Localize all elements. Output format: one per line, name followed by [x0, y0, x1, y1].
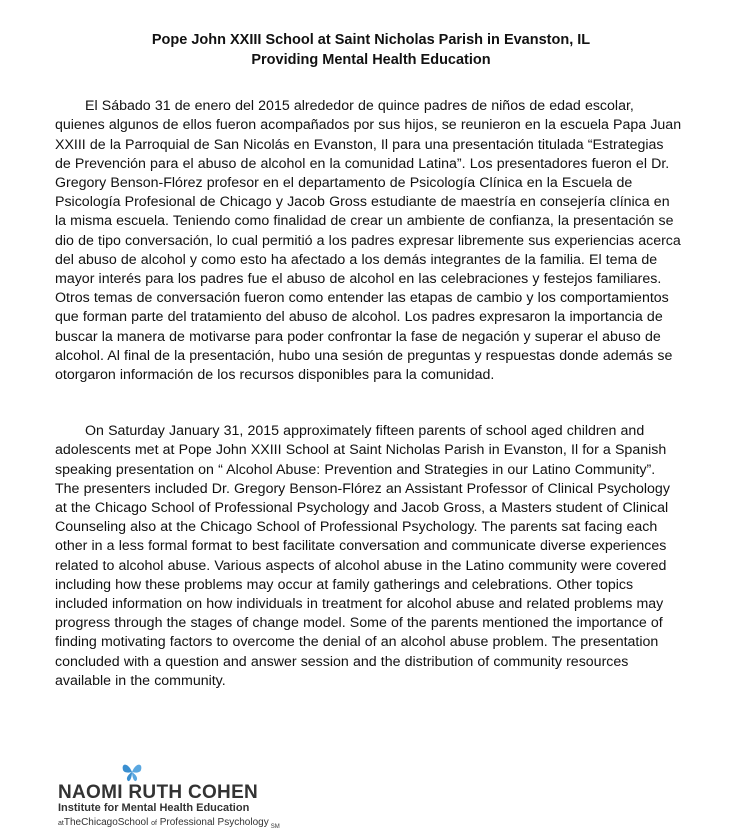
- logo-service-mark: SM: [270, 824, 280, 830]
- document-title: [0, 30, 742, 70]
- logo-school-prefix: at: [58, 820, 64, 827]
- butterfly-icon: [120, 760, 144, 784]
- spanish-paragraph: El Sábado 31 de enero del 2015 alrededor de quince padres de niños de edad escolar, quienes algunos de ellos fueron acompañados por sus hijos, se reunieron en la escuela Papa Juan XXIII de la Parroquial de San Nicolás en Evanston, Il para una presentación titulada “Estrategias de Prevención para el abuso de alcohol en la comunidad Latina”. Los presentadores fueron el Dr. Gregory Benson-Flórez profesor en el departamento de Psicología Clínica en la Escuela de Psicología Profesional de Chicago y Jacob Gross estudiante de maestría en consejería clínica en la misma escuela. Teniendo como finalidad de crear un ambiente de confianza, la presentación se dio de tipo conversación, lo cual permitió a los padres expresar libremente sus experiencias acerca del abuso de alcohol y como esto ha afectado a los demás integrantes de la familia. El tema de mayor interés para los padres fue el abuso de alcohol en las celebraciones y festejos familiares. Otros temas de conversación fueron como entender las etapas de cambio y los comportamientos que forman parte del tratamiento del abuso de alcohol. Los padres expresaron la importancia de buscar la manera de motivarse para poder confrontar la fase de negación y superar el abuso de alcohol. Al final de la presentación, hubo una sesión de preguntas y respuestas donde además se otorgaron información de los recursos disponibles para la comunidad.: [55, 98, 682, 384]
- logo-institute: Institute for Mental Health Education: [58, 802, 250, 814]
- institute-logo: [58, 760, 298, 835]
- logo-school: [58, 817, 280, 830]
- title-line-1: Pope John XXIII School at Saint Nicholas Parish in Evanston, IL: [151, 32, 591, 48]
- title-line-2: Providing Mental Health Education: [251, 52, 491, 68]
- logo-school-suffix: Professional Psychology: [159, 817, 269, 828]
- logo-school-name: TheChicagoSchool: [63, 817, 149, 828]
- logo-school-of: of: [151, 820, 157, 827]
- english-paragraph: On Saturday January 31, 2015 approximately fifteen parents of school aged children and adolescents met at Pope John XXIII School at Saint Nicholas Parish in Evanston, Il for a Spanish speaking presentation on “ Alcohol Abuse: Prevention and Strategies in our Latino Community”. The presenters included Dr. Gregory Benson-Flórez an Assistant Professor of Clinical Psychology at the Chicago School of Professional Psychology and Jacob Gross, a Masters student of Clinical Counseling also at the Chicago School of Professional Psychology. The parents sat facing each other in a less formal format to best facilitate conversation and communicate diverse experiences related to alcohol abuse. Various aspects of alcohol abuse in the Latino community were covered including how these problems may occur at family gatherings and celebrations. Other topics included information on how individuals in treatment for alcohol abuse and related problems may progress through the stages of change model. Some of the parents mentioned the importance of finding motivating factors to overcome the denial of an alcohol abuse problem. The presentation concluded with a question and answer session and the distribution of community resources available in the community.: [55, 423, 670, 689]
- logo-name: NAOMI RUTH COHEN: [58, 782, 259, 803]
